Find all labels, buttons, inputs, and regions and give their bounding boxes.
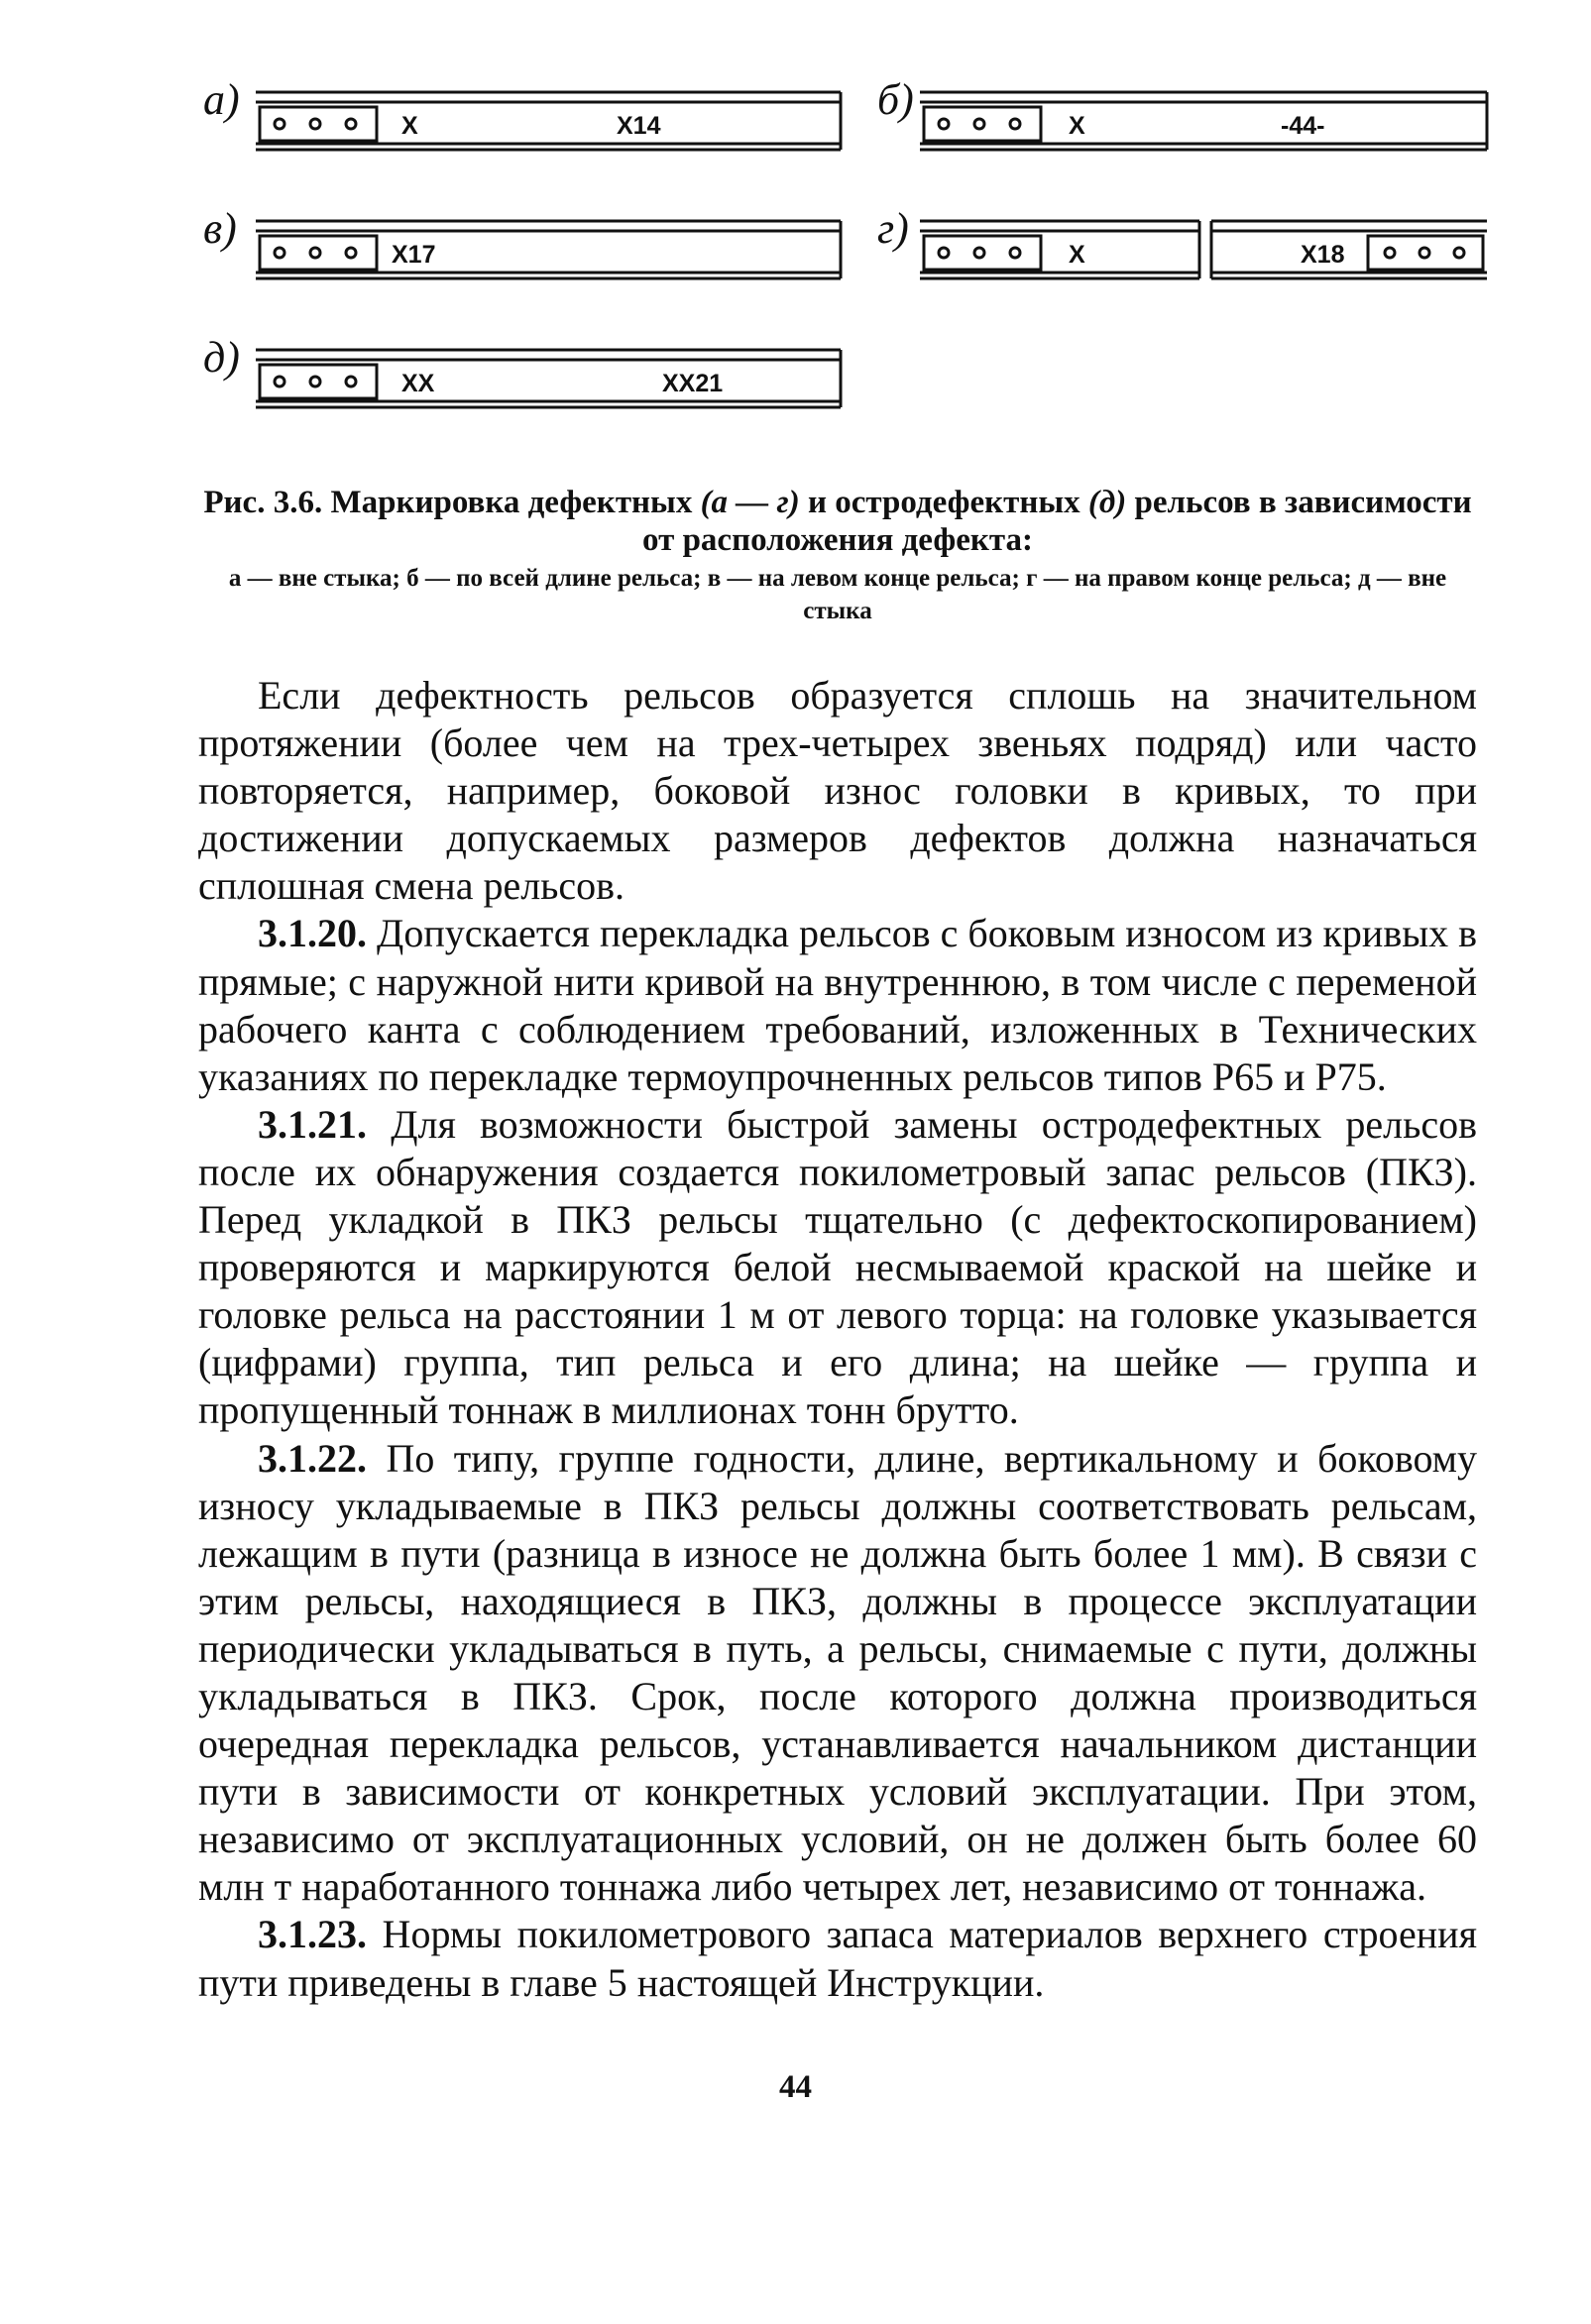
panel-g [877, 204, 1487, 278]
body-text [198, 672, 1477, 2007]
panel-v-label: в) [203, 204, 237, 253]
panel-a-left-mark: X [401, 112, 418, 140]
page-number: 44 [779, 2069, 812, 2105]
caption-title-prefix: Рис. 3.6. Маркировка дефектных [203, 485, 701, 520]
paragraph-text: Нормы покилометрового запаса материалов верхнего строения пути приведены в главе 5 настоящей Инструкции. [198, 1912, 1477, 2005]
paragraph-text: Допускается перекладка рельсов с боковым износом из кривых в прямые; с наружной нити кривой на внутреннюю, в том числе с переменой рабочего канта с соблюдением требований, изложенных в Технических указаниях по перекладке термоупрочненных рельсов типов Р65 и Р75. [198, 911, 1477, 1099]
caption-title-suffix: рельсов в зависимости от расположения дефекта: [642, 485, 1472, 558]
panel-v [203, 204, 841, 278]
panel-v-left-mark: X17 [392, 241, 436, 269]
panel-d-left-mark: XX [401, 370, 435, 397]
rail-g-left-icon [920, 221, 1199, 278]
paragraph-3-1-21 [198, 1101, 1477, 1435]
paragraph-number: 3.1.20. [258, 911, 367, 956]
paragraph-number: 3.1.22. [258, 1435, 367, 1481]
panel-a [203, 75, 841, 150]
panel-d-right-mark: XX21 [662, 370, 724, 397]
panel-d [203, 333, 841, 407]
panel-d-label: д) [203, 333, 240, 382]
caption-title [198, 484, 1477, 559]
panel-b-label: б) [877, 75, 914, 124]
panel-a-right-mark: X14 [617, 112, 661, 140]
paragraph-text: По типу, группе годности, длине, вертикальному и боковому износу укладываемые в ПКЗ рельсы должны соответствовать рельсам, лежащим в пути (разница в износе не должна быть более 1 мм). В связи с этим рельсы, находящиеся в ПКЗ, должны в процессе эксплуатации периодически укладываться в путь, а рельсы, снимаемые с пути, должны укладываться в ПКЗ. Срок, после которого должна производиться очередная перекладка рельсов, устанавливается начальником дистанции пути в зависимости от конкретных условий эксплуатации. При этом, независимо от эксплуатационных условий, он не должен быть более 60 млн т наработанного тоннажа либо четырех лет, независимо от тоннажа. [198, 1435, 1477, 1910]
panel-b-left-mark: X [1069, 112, 1085, 140]
panel-b-right-mark: -44- [1281, 112, 1325, 140]
panel-g-right-mark: X18 [1301, 241, 1345, 269]
paragraph-number: 3.1.23. [258, 1912, 367, 1957]
paragraph [198, 672, 1477, 910]
panel-g-label: г) [877, 204, 909, 253]
panel-b [877, 75, 1487, 150]
paragraph-3-1-23 [198, 1911, 1477, 2006]
figure-caption [198, 484, 1477, 627]
rail-d-icon [256, 350, 841, 407]
rail-a-icon [256, 92, 841, 150]
caption-title-mid: и остродефектных [799, 485, 1088, 520]
paragraph-3-1-22 [198, 1435, 1477, 1912]
panel-a-label: а) [203, 75, 240, 124]
caption-title-italic-2: (д) [1087, 485, 1127, 520]
paragraph-text: Если дефектность рельсов образуется сплошь на значительном протяжении (более чем на трех-четырех звеньях подряд) или часто повторяется, например, боковой износ головки в кривых, то при достижении допускаемых размеров дефектов должна назначаться сплошная смена рельсов. [198, 673, 1477, 909]
caption-title-italic-1: (а — г) [700, 485, 800, 520]
paragraph-text: Для возможности быстрой замены остродефектных рельсов после их обнаружения создается покилометровый запас рельсов (ПКЗ). Перед укладкой в ПКЗ рельсы тщательно (с дефектоскопированием) проверяются и маркируются белой несмываемой краской на шейке и головке рельса на расстоянии 1 м от левого торца: на головке указывается (цифрами) группа, тип рельса и его длина; на шейке — группа и пропущенный тоннаж в миллионах тонн брутто. [198, 1101, 1477, 1433]
rail-marking-figure [0, 0, 1591, 466]
rail-b-icon [920, 92, 1487, 150]
rail-v-icon [256, 221, 841, 278]
paragraph-3-1-20 [198, 910, 1477, 1100]
rail-g-right-icon [1211, 221, 1487, 278]
paragraph-number: 3.1.21. [258, 1101, 367, 1147]
caption-legend: а — вне стыка; б — по всей длине рельса; в — на левом конце рельса; г — на правом конце рельса; д — вне стыка [228, 565, 1447, 624]
panel-g-left-mark: X [1069, 241, 1085, 269]
